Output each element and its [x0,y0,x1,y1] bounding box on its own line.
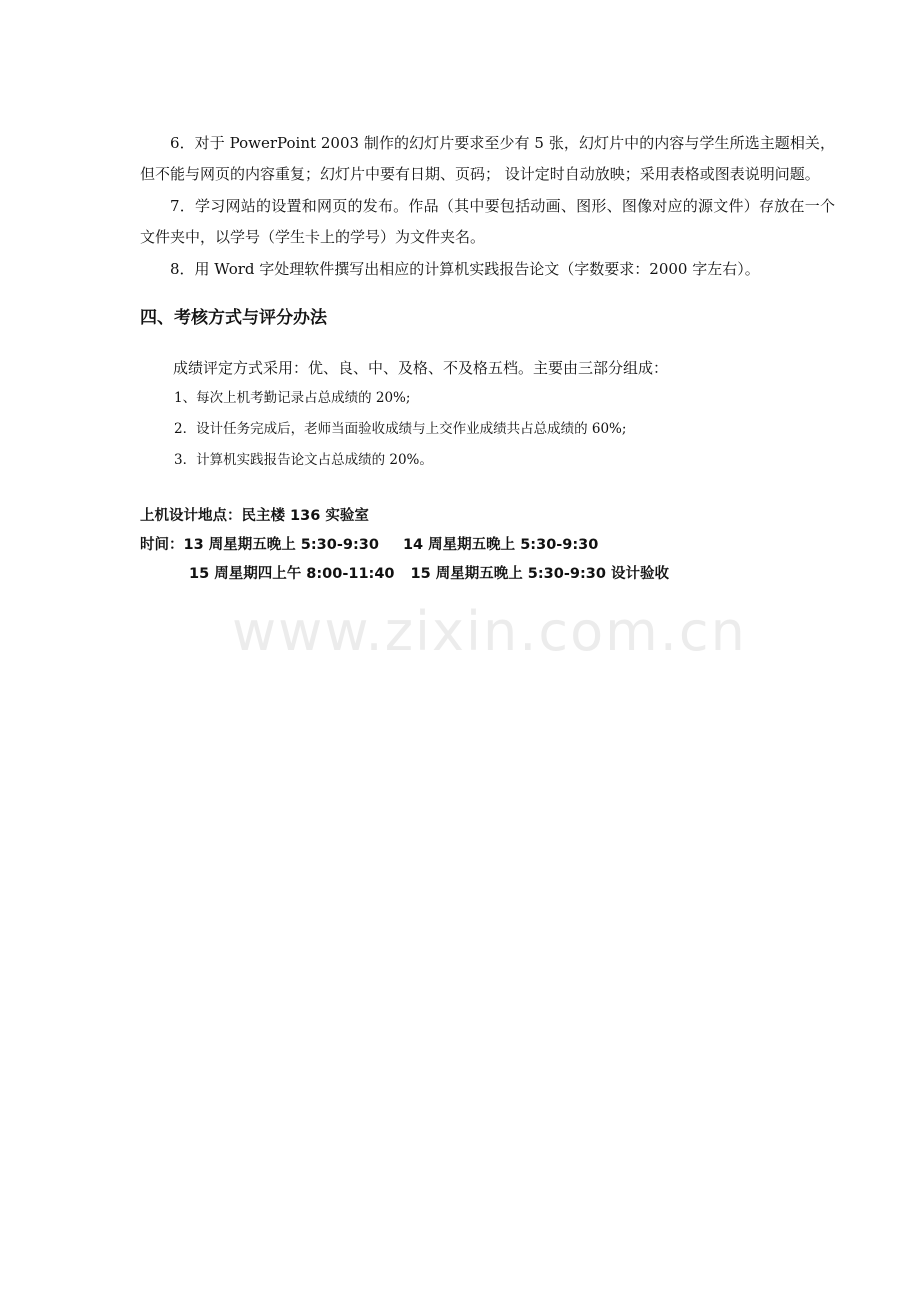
lab-location: 上机设计地点：民主楼 136 实验室 [140,508,369,524]
document-content [140,128,835,589]
watermark: www.zixin.com.cn [232,600,747,663]
schedule-slot-3: 15 周星期四上午 8:00-11:40 [189,566,395,582]
schedule-slot-1: 13 周星期五晚上 5:30-9:30 [183,537,379,553]
requirement-paragraph-8: 8．用 Word 字处理软件撰写出相应的计算机实践报告论文（字数要求：2000 字左右）。 [170,260,760,278]
requirement-paragraph-6: 6．对于 PowerPoint 2003 制作的幻灯片要求至少有 5 张，幻灯片中的内容与学生所选主题相关，但不能与网页的内容重复；幻灯片中要有日期、页码； 设计定时自动放映；采用表格或图表说明问题。 [140,134,835,183]
requirement-paragraph-7: 7．学习网站的设置和网页的发布。作品（其中要包括动画、图形、图像对应的源文件）存放在一个文件夹中，以学号（学生卡上的学号）为文件夹名。 [140,197,835,246]
schedule-line-1 [140,531,835,560]
section-heading: 四、考核方式与评分办法 [140,308,327,328]
schedule-slot-4: 15 周星期五晚上 5:30-9:30 设计验收 [410,566,669,582]
grading-item-1: 1、每次上机考勤记录占总成绩的 20%; [174,390,411,406]
lab-info [140,502,835,589]
grading-intro: 成绩评定方式采用：优、良、中、及格、不及格五档。主要由三部分组成： [173,359,669,377]
grading-item-3: 3．计算机实践报告论文占总成绩的 20%。 [174,452,433,468]
grading-item-2: 2．设计任务完成后，老师当面验收成绩与上交作业成绩共占总成绩的 60%; [174,421,627,437]
schedule-label: 时间： [140,537,184,553]
schedule-line-2 [140,560,835,589]
schedule-slot-2: 14 周星期五晚上 5:30-9:30 [402,537,599,553]
